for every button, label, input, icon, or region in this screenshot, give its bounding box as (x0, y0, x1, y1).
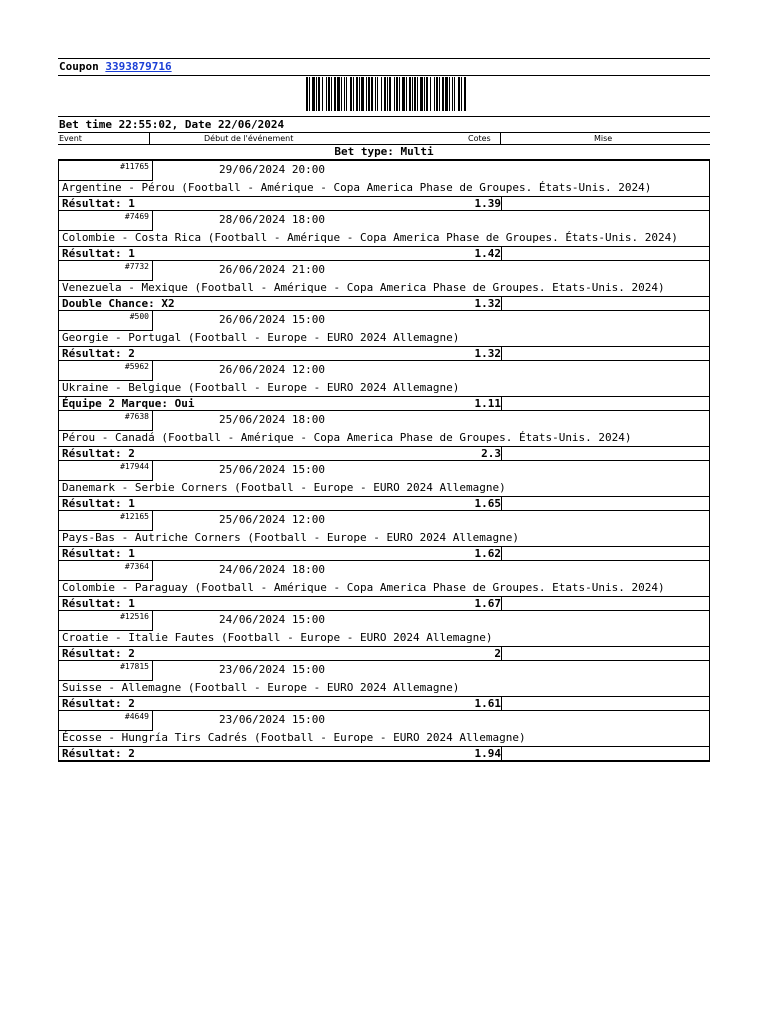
event-id: #4649 (124, 712, 149, 721)
event-market: Résultat: 1 (62, 597, 135, 610)
event-id: #17815 (120, 662, 149, 671)
event-id: #7638 (124, 412, 149, 421)
event-market: Résultat: 2 (62, 747, 135, 760)
odds-separator (501, 297, 502, 310)
event-market: Résultat: 1 (62, 247, 135, 260)
bet-time: Bet time 22:55:02, Date 22/06/2024 (58, 116, 710, 133)
event-market: Double Chance: X2 (62, 297, 175, 310)
odds-separator (501, 197, 502, 210)
event-date: 25/06/2024 12:00 (219, 513, 325, 526)
event-odds: 1.32 (474, 297, 501, 310)
event-id-cell (59, 411, 153, 431)
coupon-sheet (58, 58, 710, 762)
event-result-row (59, 296, 709, 310)
event-date: 26/06/2024 15:00 (219, 313, 325, 326)
event-result-row (59, 446, 709, 460)
event-market: Résultat: 2 (62, 447, 135, 460)
event-description: Croatie - Italie Fautes (Football - Europe - EURO 2024 Allemagne) (62, 631, 493, 644)
event-market: Résultat: 2 (62, 347, 135, 360)
event-header (59, 661, 709, 681)
event-description: Georgie - Portugal (Football - Europe - EURO 2024 Allemagne) (62, 331, 460, 344)
event-header (59, 161, 709, 181)
event-id: #17944 (120, 462, 149, 471)
event-header (59, 261, 709, 281)
event-id-cell (59, 211, 153, 231)
event-description: Ukraine - Belgique (Football - Europe - EURO 2024 Allemagne) (62, 381, 460, 394)
event-header (59, 561, 709, 581)
event-date: 24/06/2024 18:00 (219, 563, 325, 576)
event-market: Résultat: 1 (62, 547, 135, 560)
event-result-row (59, 346, 709, 360)
event-date: 28/06/2024 18:00 (219, 213, 325, 226)
event-row (59, 610, 709, 660)
event-market: Équipe 2 Marque: Oui (62, 397, 195, 410)
event-description: Pérou - Canadá (Football - Amérique - Copa America Phase de Groupes. États-Unis. 2024) (62, 431, 632, 444)
event-date: 23/06/2024 15:00 (219, 713, 325, 726)
odds-separator (501, 247, 502, 260)
event-id-cell (59, 311, 153, 331)
column-stake: Mise (594, 134, 613, 143)
event-date: 26/06/2024 12:00 (219, 363, 325, 376)
event-description: Venezuela - Mexique (Football - Amérique - Copa America Phase de Groupes. Etats-Unis. 2024) (62, 281, 665, 294)
event-header (59, 311, 709, 331)
event-odds: 1.39 (474, 197, 501, 210)
event-header (59, 361, 709, 381)
event-odds: 1.62 (474, 547, 501, 560)
event-id: #500 (129, 312, 149, 321)
event-header (59, 711, 709, 731)
column-odds: Cotes (468, 134, 491, 143)
bet-type: Bet type: Multi (58, 145, 710, 161)
barcode-area (58, 76, 710, 116)
event-header (59, 511, 709, 531)
event-date: 26/06/2024 21:00 (219, 263, 325, 276)
event-result-row (59, 646, 709, 660)
odds-separator (501, 597, 502, 610)
odds-separator (501, 697, 502, 710)
event-row (59, 210, 709, 260)
column-separator (500, 133, 501, 144)
event-row (59, 161, 709, 210)
event-id-cell (59, 161, 153, 181)
event-market: Résultat: 2 (62, 647, 135, 660)
event-description: Pays-Bas - Autriche Corners (Football - Europe - EURO 2024 Allemagne) (62, 531, 519, 544)
event-market: Résultat: 1 (62, 497, 135, 510)
event-id-cell (59, 611, 153, 631)
event-date: 25/06/2024 15:00 (219, 463, 325, 476)
event-result-row (59, 396, 709, 410)
event-row (59, 410, 709, 460)
event-row (59, 310, 709, 360)
event-odds: 1.42 (474, 247, 501, 260)
event-description: Colombie - Paraguay (Football - Amérique - Copa America Phase de Groupes. Etats-Unis. 2024) (62, 581, 665, 594)
event-row (59, 660, 709, 710)
column-header-row (58, 133, 710, 145)
event-id-cell (59, 361, 153, 381)
event-result-row (59, 696, 709, 710)
event-result-row (59, 746, 709, 760)
events-table (58, 161, 710, 762)
event-row (59, 710, 709, 760)
column-event: Event (59, 134, 82, 143)
event-result-row (59, 196, 709, 210)
event-odds: 1.11 (474, 397, 501, 410)
event-id: #7732 (124, 262, 149, 271)
event-id: #12165 (120, 512, 149, 521)
odds-separator (501, 347, 502, 360)
event-date: 25/06/2024 18:00 (219, 413, 325, 426)
event-id-cell (59, 661, 153, 681)
coupon-label: Coupon (59, 60, 99, 73)
event-description: Argentine - Pérou (Football - Amérique - Copa America Phase de Groupes. États-Unis. 2024) (62, 181, 652, 194)
event-id-cell (59, 461, 153, 481)
event-id: #5962 (124, 362, 149, 371)
coupon-line (58, 59, 710, 75)
event-result-row (59, 496, 709, 510)
coupon-number-link[interactable]: 3393879716 (105, 60, 172, 73)
event-header (59, 411, 709, 431)
event-id-cell (59, 511, 153, 531)
event-row (59, 560, 709, 610)
event-header (59, 211, 709, 231)
event-odds: 1.65 (474, 497, 501, 510)
event-result-row (59, 246, 709, 260)
event-date: 24/06/2024 15:00 (219, 613, 325, 626)
event-id: #12516 (120, 612, 149, 621)
event-description: Danemark - Serbie Corners (Football - Europe - EURO 2024 Allemagne) (62, 481, 506, 494)
odds-separator (501, 547, 502, 560)
event-id-cell (59, 711, 153, 731)
event-id-cell (59, 561, 153, 581)
event-row (59, 360, 709, 410)
event-date: 23/06/2024 15:00 (219, 663, 325, 676)
odds-separator (501, 447, 502, 460)
event-row (59, 260, 709, 310)
column-separator (149, 133, 150, 144)
odds-separator (501, 647, 502, 660)
event-market: Résultat: 1 (62, 197, 135, 210)
odds-separator (501, 747, 502, 760)
event-odds: 2.3 (481, 447, 501, 460)
event-odds: 1.67 (474, 597, 501, 610)
event-result-row (59, 546, 709, 560)
event-id: #7364 (124, 562, 149, 571)
event-header (59, 611, 709, 631)
event-row (59, 510, 709, 560)
event-result-row (59, 596, 709, 610)
event-date: 29/06/2024 20:00 (219, 163, 325, 176)
odds-separator (501, 497, 502, 510)
event-header (59, 461, 709, 481)
event-description: Suisse - Allemagne (Football - Europe - EURO 2024 Allemagne) (62, 681, 460, 694)
event-id-cell (59, 261, 153, 281)
odds-separator (501, 397, 502, 410)
event-odds: 1.94 (474, 747, 501, 760)
barcode (306, 77, 466, 111)
event-odds: 2 (494, 647, 501, 660)
column-start: Début de l'événement (204, 134, 294, 143)
event-id: #11765 (120, 162, 149, 171)
event-odds: 1.32 (474, 347, 501, 360)
event-odds: 1.61 (474, 697, 501, 710)
event-row (59, 460, 709, 510)
event-description: Écosse - Hungría Tirs Cadrés (Football - Europe - EURO 2024 Allemagne) (62, 731, 526, 744)
event-market: Résultat: 2 (62, 697, 135, 710)
event-description: Colombie - Costa Rica (Football - Amérique - Copa America Phase de Groupes. États-Unis. 2024) (62, 231, 678, 244)
event-id: #7469 (124, 212, 149, 221)
